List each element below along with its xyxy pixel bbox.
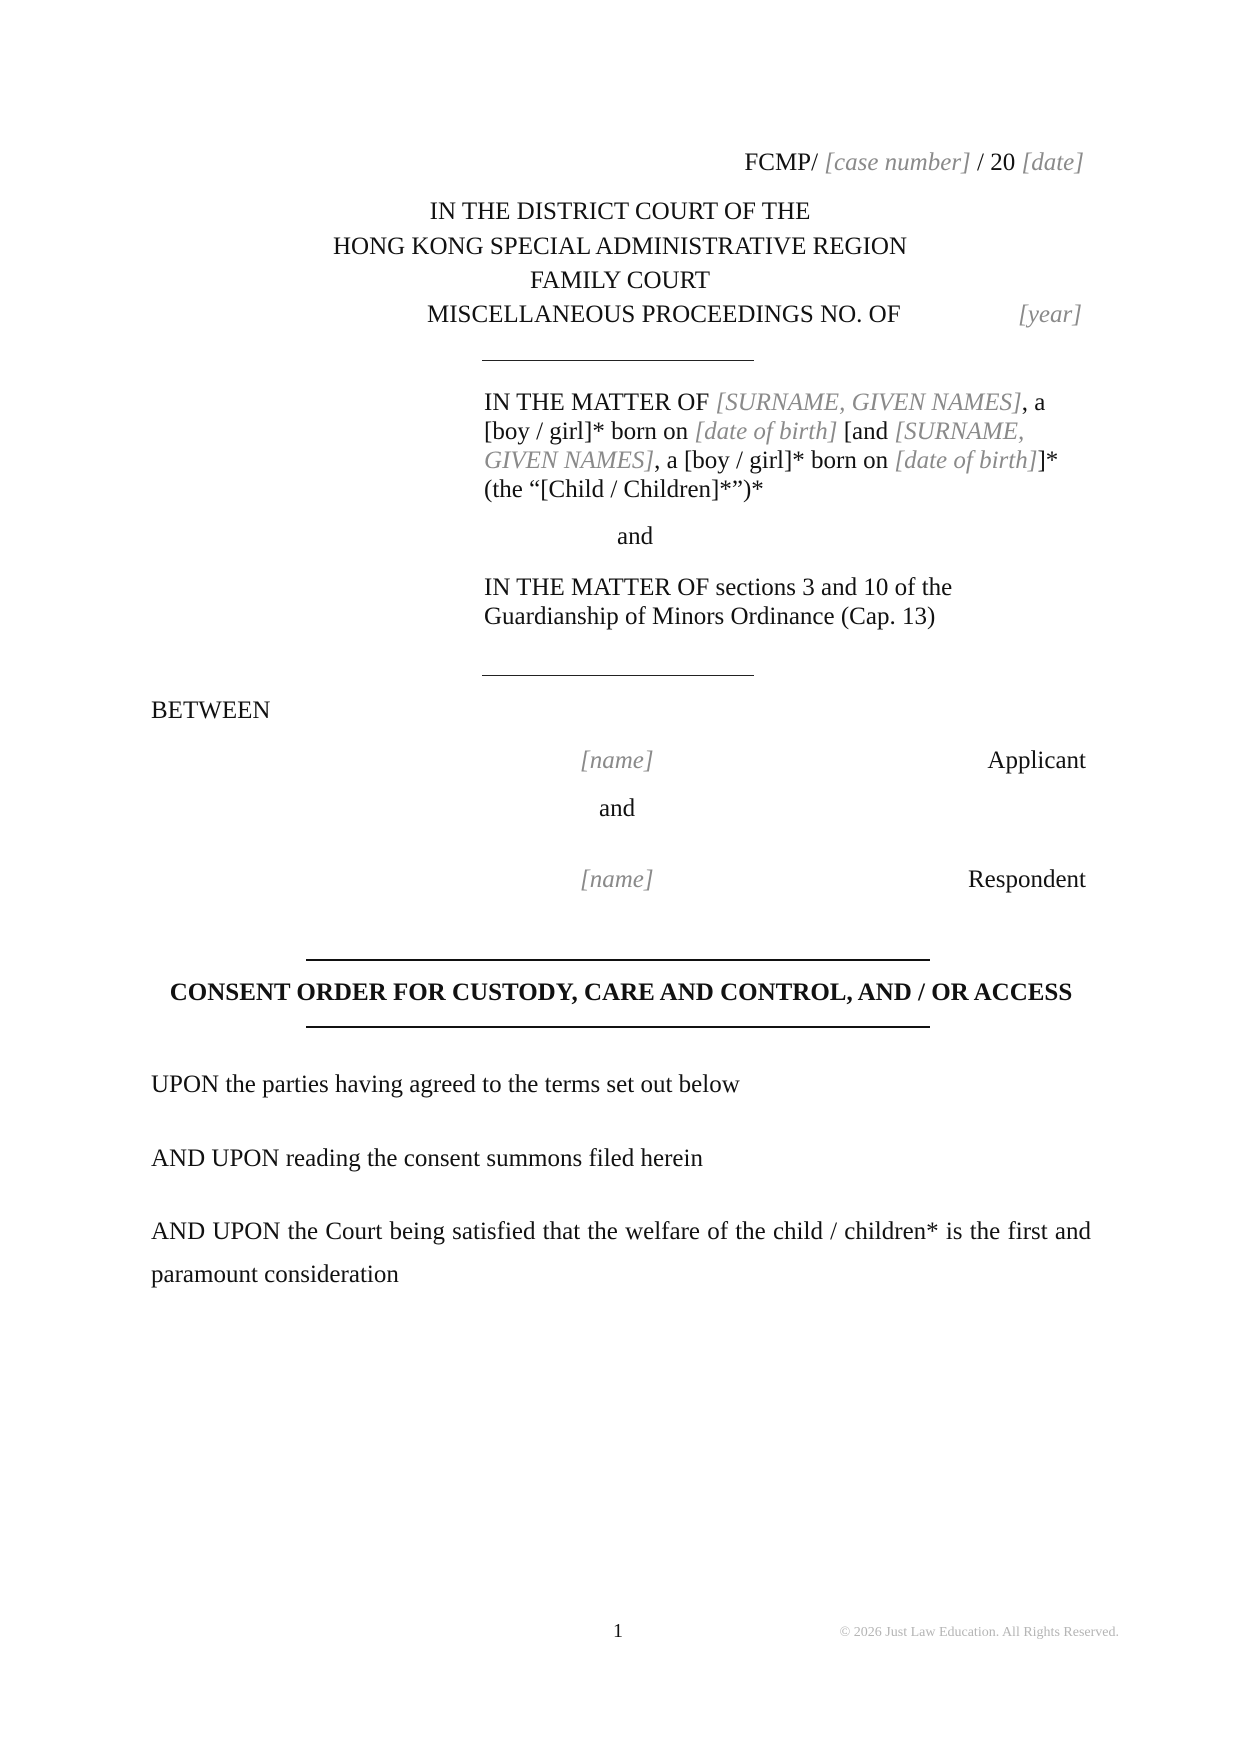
year-placeholder: [year]	[1018, 301, 1082, 328]
matter-text: [and	[837, 418, 895, 445]
case-number-placeholder: [case number]	[824, 149, 971, 176]
document-title: CONSENT ORDER FOR CUSTODY, CARE AND CONTROL, AND / OR ACCESS	[169, 979, 1073, 1006]
recital-1: UPON the parties having agreed to the terms set out below	[151, 1071, 740, 1098]
court-line-3: FAMILY COURT	[529, 267, 711, 294]
case-date-placeholder: [date]	[1021, 149, 1084, 176]
divider-rule	[482, 675, 754, 676]
court-line-2: HONG KONG SPECIAL ADMINISTRATIVE REGION	[332, 233, 908, 260]
recital-3: AND UPON the Court being satisfied that the welfare of the child / children* is the first and paramount consideration	[151, 1218, 1091, 1288]
matter-statute-paragraph: IN THE MATTER OF sections 3 and 10 of the Guardianship of Minors Ordinance (Cap. 13)	[484, 574, 953, 630]
matter-child-paragraph	[484, 388, 1084, 504]
case-year-prefix: / 20	[977, 149, 1016, 176]
matter-text: , a [boy / girl]* born on	[654, 447, 895, 474]
dob-placeholder: [date of birth]	[694, 418, 838, 445]
parties-and: and	[599, 795, 636, 822]
child-name-placeholder: [SURNAME, GIVEN NAMES]	[484, 418, 1025, 474]
dob-placeholder: [date of birth]	[894, 447, 1038, 474]
case-reference	[744, 148, 1084, 178]
matter-text: , a [boy / girl]* born on	[484, 389, 1046, 445]
court-line-4: MISCELLANEOUS PROCEEDINGS NO. OF	[427, 301, 901, 328]
respondent-name-placeholder: [name]	[580, 866, 654, 893]
court-line-1: IN THE DISTRICT COURT OF THE	[429, 198, 811, 225]
applicant-role: Applicant	[987, 747, 1086, 774]
matter-text: ]* (the “[Child / Children]*”)*	[484, 447, 1059, 503]
respondent-role: Respondent	[967, 866, 1086, 893]
title-rule-bottom	[306, 1026, 930, 1028]
applicant-name-placeholder: [name]	[580, 747, 654, 774]
child-name-placeholder: [SURNAME, GIVEN NAMES]	[715, 389, 1022, 416]
recital-2: AND UPON reading the consent summons filed herein	[151, 1145, 703, 1172]
divider-rule	[482, 360, 754, 361]
between-label: BETWEEN	[151, 697, 271, 724]
copyright-notice: © 2026 Just Law Education. All Rights Reserved.	[839, 1625, 1119, 1640]
matter-text: IN THE MATTER OF	[484, 389, 716, 416]
and-connector: and	[617, 523, 654, 550]
title-rule-top	[306, 959, 930, 961]
case-prefix: FCMP/	[744, 149, 819, 176]
page-number: 1	[613, 1620, 623, 1642]
